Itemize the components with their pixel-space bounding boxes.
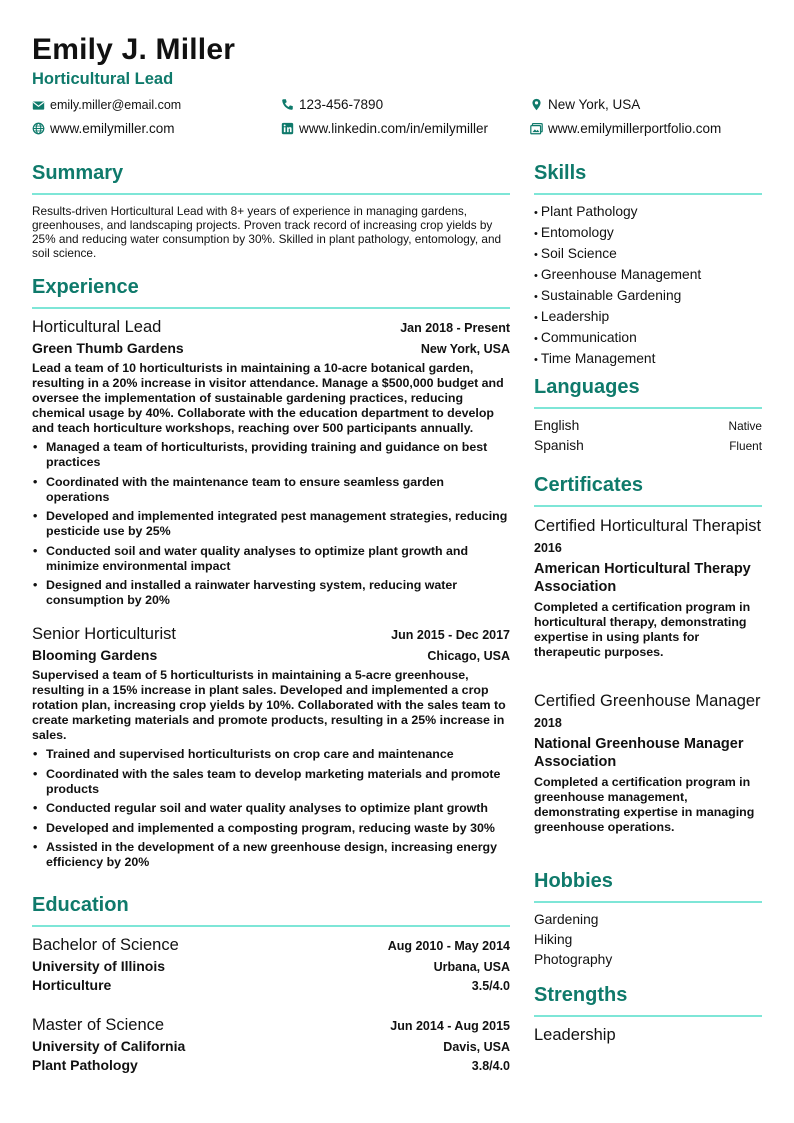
strengths-heading: Strengths bbox=[534, 984, 628, 1006]
contact-phone-text: 123-456-7890 bbox=[299, 97, 384, 112]
certificate-description: Completed a certification program in greenhouse management, demonstrating expertise in managing greenhouse operations. bbox=[534, 775, 755, 834]
bullet-item: • Assisted in the development of a new greenhouse design, increasing energy efficiency by 20% bbox=[46, 840, 510, 870]
skill-item: • Plant Pathology bbox=[534, 202, 762, 223]
bullet-item: • Designed and installed a rainwater harvesting system, reducing water consumption by 20% bbox=[46, 578, 510, 608]
bullet-item: • Developed and implemented a composting program, reducing waste by 30% bbox=[46, 821, 510, 836]
job-company: Blooming Gardens bbox=[32, 647, 158, 663]
edu-dates: Jun 2014 - Aug 2015 bbox=[390, 1019, 510, 1033]
summary-divider bbox=[32, 193, 510, 195]
job-dates: Jun 2015 - Dec 2017 bbox=[391, 628, 510, 642]
contact-portfolio-text: www.emilymillerportfolio.com bbox=[548, 121, 722, 136]
edu-degree: Bachelor of Science bbox=[32, 936, 179, 954]
skill-item: • Leadership bbox=[534, 307, 762, 328]
skill-item: • Greenhouse Management bbox=[534, 265, 762, 286]
job-dates: Jan 2018 - Present bbox=[400, 321, 510, 335]
experience-divider bbox=[32, 307, 510, 309]
contact-linkedin-text: www.linkedin.com/in/emilymiller bbox=[299, 121, 489, 136]
linkedin-icon bbox=[281, 122, 294, 135]
education-entry bbox=[32, 936, 510, 993]
edu-degree: Master of Science bbox=[32, 1016, 165, 1034]
edu-gpa: 3.5/4.0 bbox=[471, 979, 510, 993]
language-name: Spanish bbox=[534, 438, 584, 453]
job-location: Chicago, USA bbox=[427, 649, 510, 663]
languages-divider bbox=[534, 407, 762, 409]
job-location: New York, USA bbox=[420, 342, 510, 356]
job-bullets bbox=[32, 747, 510, 870]
skills-list bbox=[534, 202, 762, 370]
portfolio-icon bbox=[530, 122, 543, 135]
job-entry bbox=[32, 625, 510, 875]
contact-website[interactable] bbox=[32, 121, 175, 136]
strength-item: Leadership bbox=[534, 1026, 616, 1044]
language-level: Native bbox=[728, 419, 762, 433]
languages-heading: Languages bbox=[534, 376, 640, 398]
job-role: Senior Horticulturist bbox=[32, 625, 176, 643]
contact-email-text: emily.miller@email.com bbox=[50, 98, 182, 112]
bullet-item: • Conducted regular soil and water quality analyses to optimize plant growth bbox=[46, 801, 510, 816]
certificate-year: 2018 bbox=[534, 716, 562, 730]
bullet-item: • Developed and implemented integrated pest management strategies, reducing pesticide use by 25% bbox=[46, 509, 510, 539]
job-role: Horticultural Lead bbox=[32, 318, 162, 336]
languages-list bbox=[534, 416, 762, 456]
bullet-item: • Trained and supervised horticulturists on crop care and maintenance bbox=[46, 747, 510, 762]
hobby-item: Photography bbox=[534, 952, 613, 967]
bullet-item: • Conducted soil and water quality analyses to optimize plant growth and minimize environmental impact bbox=[46, 544, 510, 574]
experience-heading: Experience bbox=[32, 276, 139, 298]
hobbies-list bbox=[534, 910, 762, 970]
edu-gpa: 3.8/4.0 bbox=[471, 1059, 510, 1073]
certificate-org: American Horticultural Therapy Association bbox=[534, 561, 751, 595]
contact-phone[interactable] bbox=[281, 97, 383, 112]
candidate-name: Emily J. Miller bbox=[32, 33, 236, 66]
certificates-divider bbox=[534, 505, 762, 507]
bullet-item: • Coordinated with the sales team to develop marketing materials and promote products bbox=[46, 767, 510, 797]
language-level: Fluent bbox=[729, 439, 762, 453]
hobby-item: Hiking bbox=[534, 932, 573, 947]
education-entry bbox=[32, 1016, 510, 1073]
job-description: Lead a team of 10 horticulturists in maintaining a 10-acre botanical garden, resulting in a 20% increase in visitor attendance. Manage a $500,000 budget and oversee the implementation of sustainable gardening practices, reducing chemical usage by 40%. Collaborate with the education department to develop and teach horticulture workshops, reaching over 500 participants annually. bbox=[32, 361, 504, 435]
certificate-entry bbox=[534, 691, 762, 835]
summary-heading: Summary bbox=[32, 162, 124, 184]
skill-item: • Communication bbox=[534, 328, 762, 349]
certificate-name: Certified Greenhouse Manager bbox=[534, 692, 761, 710]
hobbies-heading: Hobbies bbox=[534, 870, 613, 892]
certificate-org: National Greenhouse Manager Association bbox=[534, 736, 744, 770]
edu-field: Plant Pathology bbox=[32, 1057, 138, 1073]
hobbies-divider bbox=[534, 901, 762, 903]
language-row bbox=[534, 436, 762, 456]
skills-heading: Skills bbox=[534, 162, 587, 184]
bullet-item: • Coordinated with the maintenance team to ensure seamless garden operations bbox=[46, 475, 510, 505]
language-row bbox=[534, 416, 762, 436]
summary-text: Results-driven Horticultural Lead with 8+ years of experience in managing gardens, greenhouses, and landscaping projects. Proven track record of increasing crop yields by 25% and reducing water consumption by 30%. Skilled in plant pathology, entomology, and soil science. bbox=[32, 204, 502, 260]
contact-linkedin[interactable] bbox=[281, 121, 488, 136]
candidate-title: Horticultural Lead bbox=[32, 70, 174, 88]
language-name: English bbox=[534, 418, 580, 433]
strengths-list bbox=[534, 1026, 762, 1045]
education-divider bbox=[32, 925, 510, 927]
edu-dates: Aug 2010 - May 2014 bbox=[387, 939, 510, 953]
education-heading: Education bbox=[32, 894, 129, 916]
contact-location bbox=[530, 97, 640, 112]
phone-icon bbox=[281, 98, 294, 111]
skill-item: • Sustainable Gardening bbox=[534, 286, 762, 307]
email-icon bbox=[32, 99, 45, 112]
edu-field: Horticulture bbox=[32, 977, 112, 993]
job-bullets bbox=[32, 440, 510, 608]
certificate-description: Completed a certification program in horticultural therapy, demonstrating expertise in using plants for therapeutic purposes. bbox=[534, 600, 751, 659]
skill-item: • Soil Science bbox=[534, 244, 762, 265]
contact-portfolio[interactable] bbox=[530, 121, 721, 136]
edu-school: University of California bbox=[32, 1038, 186, 1054]
skills-divider bbox=[534, 193, 762, 195]
edu-location: Urbana, USA bbox=[433, 960, 510, 974]
contact-location-text: New York, USA bbox=[548, 97, 641, 112]
job-entry bbox=[32, 318, 510, 613]
job-description: Supervised a team of 5 horticulturists in maintaining a 5-acre greenhouse, resulting in a 15% increase in plant sales. Developed and implemented a crop rotation plan, increasing crop yields by 10%. Collaborated with the sales team to create marketing materials and promote products, resulting in a 25% increase in sales. bbox=[32, 668, 506, 742]
edu-school: University of Illinois bbox=[32, 958, 166, 974]
bullet-item: • Managed a team of horticulturists, providing training and guidance on best practices bbox=[46, 440, 510, 470]
location-pin-icon bbox=[530, 98, 543, 111]
skill-item: • Entomology bbox=[534, 223, 762, 244]
contact-email[interactable] bbox=[32, 98, 181, 112]
edu-location: Davis, USA bbox=[443, 1040, 510, 1054]
job-company: Green Thumb Gardens bbox=[32, 340, 184, 356]
strengths-divider bbox=[534, 1015, 762, 1017]
contact-website-text: www.emilymiller.com bbox=[50, 121, 175, 136]
certificate-name: Certified Horticultural Therapist bbox=[534, 517, 762, 535]
certificate-entry bbox=[534, 516, 762, 660]
certificate-year: 2016 bbox=[534, 541, 562, 555]
globe-icon bbox=[32, 122, 45, 135]
certificates-heading: Certificates bbox=[534, 474, 643, 496]
skill-item: • Time Management bbox=[534, 349, 762, 370]
hobby-item: Gardening bbox=[534, 912, 599, 927]
